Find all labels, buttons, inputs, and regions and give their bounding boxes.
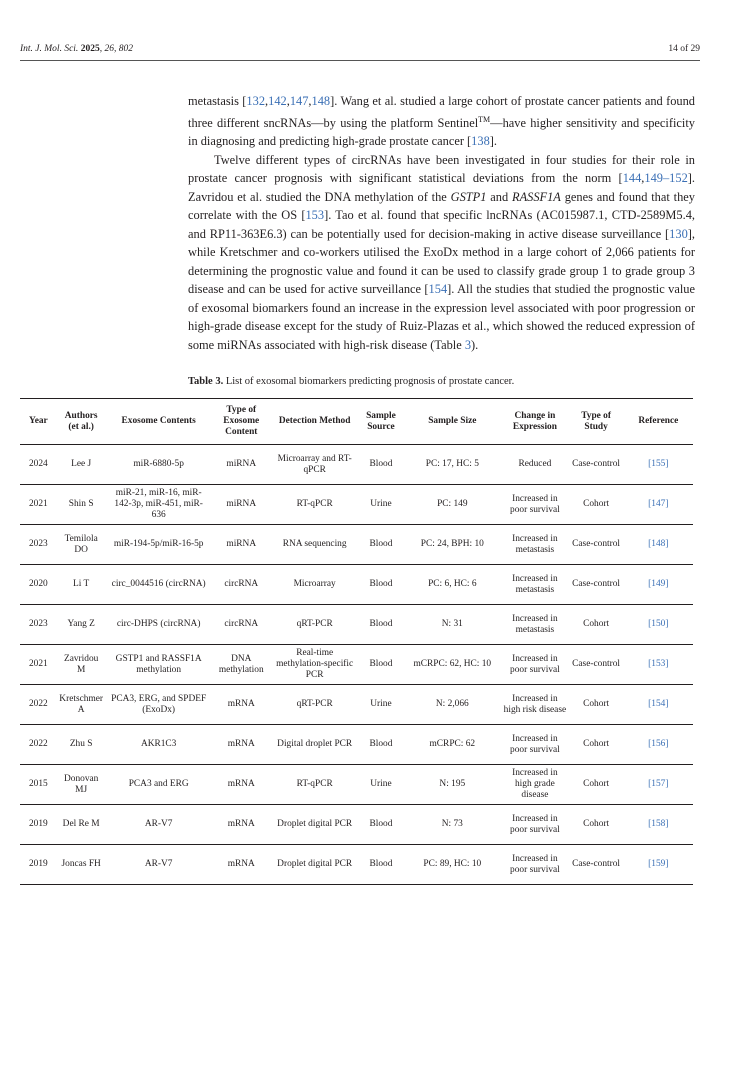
table-cell: mRNA: [212, 765, 271, 805]
table-cell: Case-control: [569, 565, 624, 605]
table-cell: N: 195: [403, 765, 501, 805]
table-cell: Microarray: [271, 565, 359, 605]
citation-link[interactable]: 147: [289, 94, 309, 108]
table-cell: Kretschmer A: [57, 685, 106, 725]
table-cell: Lee J: [57, 445, 106, 485]
journal-name: Int. J. Mol. Sci.: [20, 44, 79, 54]
table-cell: RT-qPCR: [271, 485, 359, 525]
column-header: Sample Size: [403, 399, 501, 445]
table-cell: PCA3 and ERG: [106, 765, 212, 805]
table-cell: Shin S: [57, 485, 106, 525]
reference-link[interactable]: [156]: [624, 725, 693, 765]
table-cell: circ-DHPS (circRNA): [106, 605, 212, 645]
table-cell: Increased in poor survival: [501, 485, 568, 525]
table-row: [20, 685, 693, 725]
table-cell: qRT-PCR: [271, 605, 359, 645]
table-cell: Increased in poor survival: [510, 853, 560, 875]
table-cell: Del Re M: [57, 805, 106, 845]
gene-name: RASSF1A: [512, 189, 561, 204]
table-cell: Cohort: [569, 605, 624, 645]
column-header: Sample Source: [359, 399, 404, 445]
table-cell: PC: 17, HC: 5: [403, 445, 501, 485]
table-cell: PCA3, ERG, and SPDEF (ExoDx): [106, 685, 212, 725]
table-cell: Blood: [359, 525, 404, 565]
page-header: [20, 44, 700, 61]
table-cell: Reduced: [501, 445, 568, 485]
table-cell: Cohort: [569, 725, 624, 765]
table-cell: 2020: [20, 565, 57, 605]
journal-year: 2025: [80, 44, 100, 54]
table-cell: miRNA: [212, 525, 271, 565]
table-cell: Microarray and RT-qPCR: [271, 445, 359, 485]
reference-link[interactable]: [150]: [624, 605, 693, 645]
table-row: [20, 845, 693, 885]
table-cell: PC: 6, HC: 6: [403, 565, 501, 605]
reference-link[interactable]: [155]: [624, 445, 693, 485]
page-number: 14 of 29: [668, 44, 700, 54]
table-cell: RT-qPCR: [271, 765, 359, 805]
table-cell: Donovan MJ: [57, 765, 106, 805]
reference-link[interactable]: [147]: [624, 485, 693, 525]
table-cell: RNA sequencing: [271, 525, 359, 565]
table-cell: AKR1C3: [106, 725, 212, 765]
table-cell: Blood: [359, 645, 404, 685]
table-cell: circRNA: [212, 565, 271, 605]
table-cell: 2019: [20, 805, 57, 845]
table-cell: Case-control: [569, 445, 624, 485]
table-cell: N: 2,066: [403, 685, 501, 725]
table-cell: Urine: [359, 685, 404, 725]
paragraph-1: metastasis [132,142,147,148]. Wang et al. studied a large cohort of prostate cancer patients and found three different sncRNAs—by using the platform Sentinel™—have higher sensitivity and specificity in diagnosing and predicting high-grade prostate cancer [138].: [188, 94, 696, 149]
gene-name: GSTP1: [450, 189, 487, 204]
citation-link[interactable]: 144: [622, 171, 642, 186]
table-cell: PC: 149: [403, 485, 501, 525]
table-cell: Increased in poor survival: [501, 725, 568, 765]
citation-link[interactable]: 138: [471, 134, 490, 149]
table-cell: mCRPC: 62: [403, 725, 501, 765]
table-cell: Urine: [359, 485, 404, 525]
table-link[interactable]: 3: [464, 337, 472, 352]
table-cell: circRNA: [212, 605, 271, 645]
journal-volume: , 26, 802: [99, 44, 133, 54]
table-cell: Joncas FH: [61, 859, 101, 869]
table-cell: mRNA: [227, 859, 255, 869]
table-cell: Case-control: [572, 859, 621, 869]
table-cell: Increased in poor survival: [501, 805, 568, 845]
table-header-row: [20, 399, 693, 445]
table-cell: Li T: [57, 565, 106, 605]
reference-link[interactable]: [154]: [624, 685, 693, 725]
table-cell: Droplet digital PCR: [277, 859, 353, 869]
table-cell: Yang Z: [57, 605, 106, 645]
table-row: [20, 445, 693, 485]
table-cell: Case-control: [569, 525, 624, 565]
reference-link[interactable]: [158]: [624, 805, 693, 845]
table-cell: mRNA: [212, 805, 271, 845]
table-row: [20, 645, 693, 685]
table-cell: Blood: [359, 445, 404, 485]
table-row: [20, 765, 693, 805]
reference-link[interactable]: [157]: [624, 765, 693, 805]
paragraph-2: Twelve different types of circRNAs have been investigated in four studies for their role in prostate cancer prognosis with significant statistical deviations from the norm [144,149–152]. Zavridou et al. studied the DNA methylation of the GSTP1 and RASSF1A genes and found that they correlate with the OS [153]. Tao et al. found that specific lncRNAs (AC015987.1, CTD-2589M5.4, and RP11-363E6.3) can be potentially used for decision-making in active disease surveillance [130], while Kretschmer and co-workers utilised the ExoDx method in a large cohort of 2,066 patients for determining the prognostic value and found it can be used to classify grade group 1 to grade group 3 disease and can be used for active surveillance [154]. All the studies that studied the prognostic value of exosomal biomarkers found an increase in the expression level associated with poor progression or high-grade disease except for the study of Ruiz-Plazas et al., which showed the reduced expression of some miRNAs associated with high-risk disease (Table 3).: [188, 152, 696, 352]
table-cell: PC: 24, BPH: 10: [403, 525, 501, 565]
table-cell: Case-control: [569, 645, 624, 685]
table-cell: 2019: [28, 859, 48, 869]
table-cell: Increased in metastasis: [501, 525, 568, 565]
citation-link[interactable]: 148: [311, 94, 331, 108]
table-cell: PC: 89, HC: 10: [423, 859, 482, 869]
citation-link[interactable]: 154: [428, 282, 448, 297]
table-cell: 2023: [20, 525, 57, 565]
table-cell: 2024: [20, 445, 57, 485]
table-cell: Blood: [369, 859, 393, 869]
table-row: [20, 485, 693, 525]
table-cell: Real-time methylation-specific PCR: [271, 645, 359, 685]
biomarker-table: [20, 398, 693, 885]
table-row: [20, 565, 693, 605]
table-cell: Urine: [359, 765, 404, 805]
table-cell: mRNA: [212, 685, 271, 725]
table-cell: circ_0044516 (circRNA): [106, 565, 212, 605]
column-header: Authors (et al.): [57, 399, 106, 445]
table-caption: [188, 376, 514, 387]
table-caption-text: List of exosomal biomarkers predicting prognosis of prostate cancer.: [223, 376, 515, 387]
table-cell: mRNA: [212, 725, 271, 765]
reference-link[interactable]: [149]: [624, 565, 693, 605]
table-cell: mCRPC: 62, HC: 10: [403, 645, 501, 685]
column-header: Exosome Contents: [106, 399, 212, 445]
table-cell: 2021: [20, 485, 57, 525]
table-cell: Blood: [359, 605, 404, 645]
table-cell: miR-194-5p/miR-16-5p: [106, 525, 212, 565]
table-cell: 2015: [20, 765, 57, 805]
table-cell: N: 31: [403, 605, 501, 645]
table-cell: qRT-PCR: [271, 685, 359, 725]
table-cell: Blood: [359, 805, 404, 845]
table-cell: AR-V7: [106, 805, 212, 845]
citation-link[interactable]: 149–152: [644, 171, 688, 186]
table-caption-label: Table 3.: [188, 376, 224, 387]
table-cell: Blood: [359, 725, 404, 765]
reference-link[interactable]: [159]: [648, 859, 669, 869]
table-cell: miRNA: [212, 445, 271, 485]
table-cell: Blood: [359, 565, 404, 605]
citation-link[interactable]: 132: [246, 94, 266, 108]
table-cell: 2022: [20, 685, 57, 725]
table-cell: Zavridou M: [57, 645, 106, 685]
table-cell: AR-V7: [144, 859, 173, 869]
table-cell: Increased in high grade disease: [501, 765, 568, 805]
table-cell: GSTP1 and RASSF1A methylation: [106, 645, 212, 685]
column-header: Year: [20, 399, 57, 445]
table-cell: Temilola DO: [57, 525, 106, 565]
table-cell: Cohort: [569, 685, 624, 725]
table-row: [20, 525, 693, 565]
body-text: [188, 92, 695, 354]
journal-citation: [20, 44, 133, 54]
reference-link[interactable]: [148]: [624, 525, 693, 565]
table-cell: Zhu S: [57, 725, 106, 765]
table-cell: Cohort: [569, 485, 624, 525]
reference-link[interactable]: [153]: [624, 645, 693, 685]
table-row: [20, 725, 693, 765]
citation-link[interactable]: 153: [305, 208, 325, 223]
table-cell: Increased in metastasis: [501, 605, 568, 645]
column-header: Detection Method: [271, 399, 359, 445]
table-cell: miRNA: [212, 485, 271, 525]
table-cell: Droplet digital PCR: [271, 805, 359, 845]
citation-link[interactable]: 130: [669, 226, 688, 241]
table-cell: DNA methylation: [212, 645, 271, 685]
column-header: Change in Expression: [501, 399, 568, 445]
table-cell: Digital droplet PCR: [271, 725, 359, 765]
table-cell: 2022: [20, 725, 57, 765]
table-row: [20, 605, 693, 645]
table-cell: 2021: [20, 645, 57, 685]
table-cell: Cohort: [569, 765, 624, 805]
citation-link[interactable]: 142: [268, 94, 287, 108]
table-cell: N: 73: [403, 805, 501, 845]
table-cell: Cohort: [569, 805, 624, 845]
table-cell: 2023: [20, 605, 57, 645]
table-cell: Increased in high risk disease: [501, 685, 568, 725]
column-header: Type of Exosome Content: [212, 399, 271, 445]
trademark-superscript: TM: [478, 114, 491, 124]
table-cell: miR-6880-5p: [106, 445, 212, 485]
table-row: [20, 805, 693, 845]
table-cell: miR-21, miR-16, miR-142-3p, miR-451, miR-636: [106, 485, 212, 525]
table-cell: Increased in metastasis: [501, 565, 568, 605]
column-header: Type of Study: [569, 399, 624, 445]
table-cell: Increased in poor survival: [501, 645, 568, 685]
column-header: Reference: [624, 399, 693, 445]
